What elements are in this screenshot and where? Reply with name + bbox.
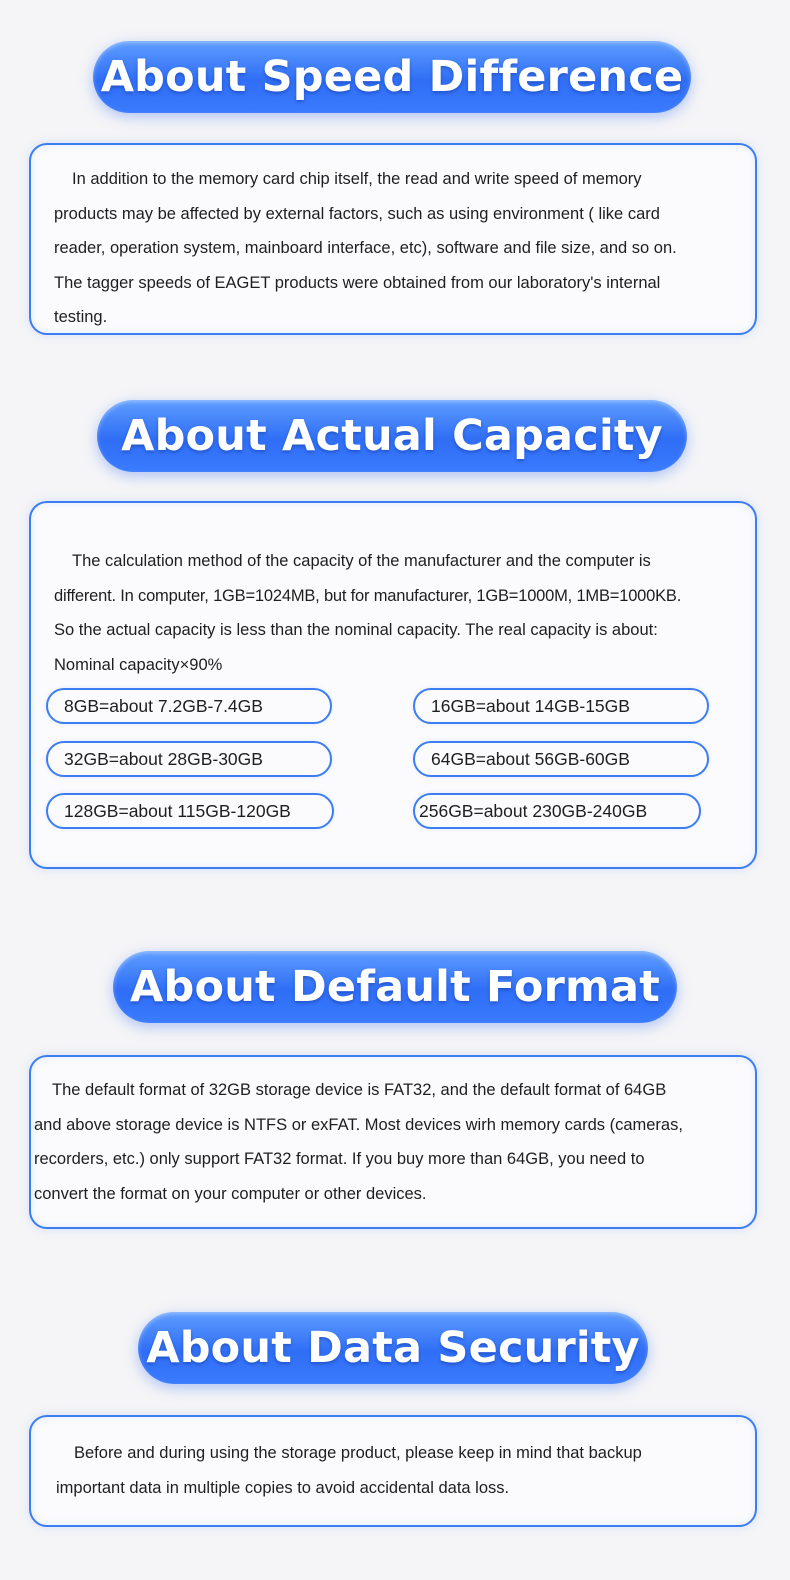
capacity-item-128gb: 128GB=about 115GB-120GB xyxy=(46,793,334,829)
text-line: recorders, etc.) only support FAT32 format. If you buy more than 64GB, you need to xyxy=(34,1150,645,1168)
text-line: Nominal capacity×90% xyxy=(54,655,223,674)
section-title-text: About Default Format xyxy=(130,962,660,1012)
capacity-item-64gb: 64GB=about 56GB-60GB xyxy=(413,741,709,777)
capacity-item-8gb: 8GB=about 7.2GB-7.4GB xyxy=(46,688,332,724)
section-title-text: About Speed Difference xyxy=(100,52,684,102)
capacity-item-256gb: 256GB=about 230GB-240GB xyxy=(413,793,701,829)
actual-capacity-text xyxy=(54,544,766,682)
speed-difference-text xyxy=(54,162,754,335)
data-security-text xyxy=(56,1436,756,1505)
default-format-text xyxy=(34,1073,774,1211)
text-line: The default format of 32GB storage device is FAT32, and the default format of 64GB xyxy=(52,1081,667,1099)
capacity-item-32gb: 32GB=about 28GB-30GB xyxy=(46,741,332,777)
text-line: different. In computer, 1GB=1024MB, but for manufacturer, 1GB=1000M, 1MB=1000KB. xyxy=(54,586,682,605)
section-title-speed-difference xyxy=(93,41,691,113)
text-line: Before and during using the storage product, please keep in mind that backup xyxy=(74,1444,642,1462)
section-title-actual-capacity xyxy=(97,400,687,472)
text-line: testing. xyxy=(54,308,108,326)
text-line: convert the format on your computer or other devices. xyxy=(34,1184,427,1203)
text-line: The tagger speeds of EAGET products were obtained from our laboratory's internal xyxy=(54,273,661,292)
text-line: products may be affected by external factors, such as using environment ( like card xyxy=(54,204,660,223)
section-title-data-security xyxy=(138,1312,648,1384)
text-line: and above storage device is NTFS or exFAT. Most devices wirh memory cards (cameras, xyxy=(34,1115,683,1134)
text-line: So the actual capacity is less than the nominal capacity. The real capacity is about: xyxy=(54,621,658,639)
text-line: important data in multiple copies to avoid accidental data loss. xyxy=(56,1478,510,1497)
section-title-text: About Data Security xyxy=(146,1323,640,1373)
capacity-item-16gb: 16GB=about 14GB-15GB xyxy=(413,688,709,724)
text-line: In addition to the memory card chip itself, the read and write speed of memory xyxy=(72,170,642,188)
section-title-default-format xyxy=(113,951,677,1023)
text-line: reader, operation system, mainboard interface, etc), software and file size, and so on. xyxy=(54,239,677,257)
text-line: The calculation method of the capacity of the manufacturer and the computer is xyxy=(72,552,651,570)
section-title-text: About Actual Capacity xyxy=(121,411,663,461)
